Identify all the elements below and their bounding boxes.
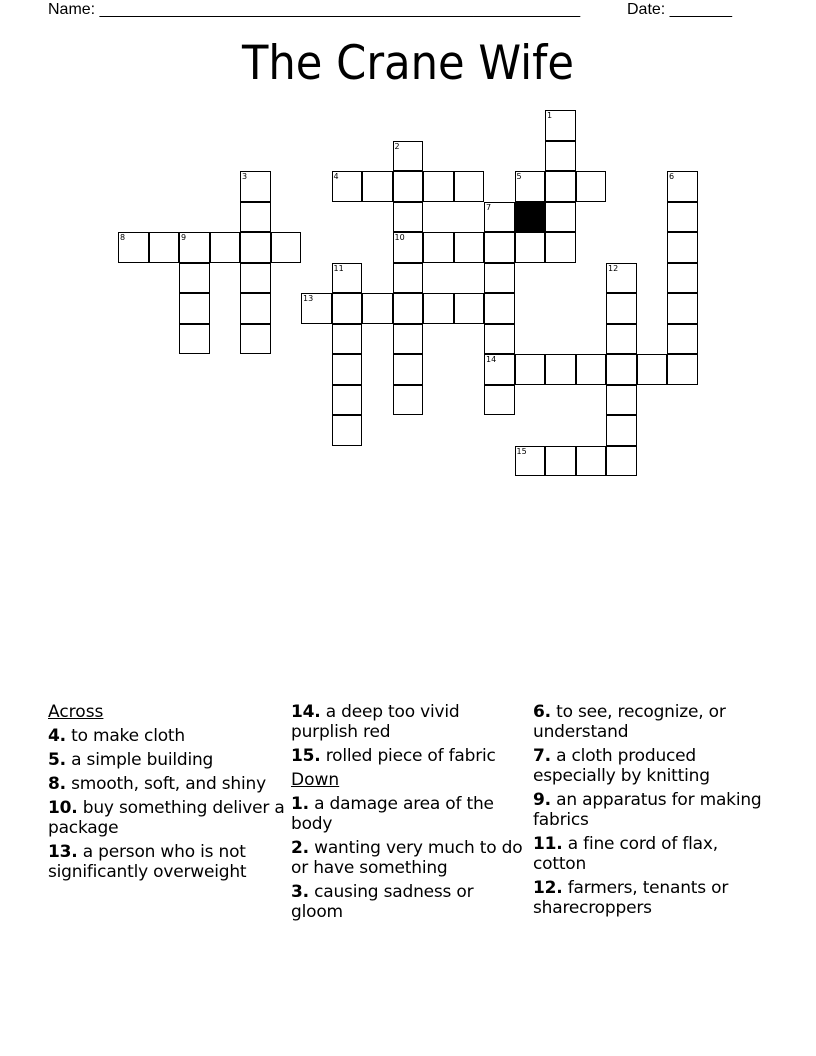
cell-number: 4 — [333, 172, 339, 181]
date-line: _______ — [669, 1, 732, 18]
grid-cell[interactable] — [149, 232, 180, 263]
cell-number: 8 — [120, 233, 126, 242]
clues-column-1 — [48, 702, 286, 886]
grid-cell[interactable] — [423, 171, 454, 202]
grid-cell[interactable] — [606, 293, 637, 324]
cell-number: 2 — [394, 141, 400, 151]
grid-cell[interactable] — [332, 385, 363, 416]
clue-across-14: 14. a deep too vivid purplish red — [291, 702, 460, 742]
date-label: Date: — [627, 1, 666, 18]
name-field[interactable] — [48, 0, 580, 20]
grid-cell[interactable] — [393, 202, 424, 233]
grid-cell[interactable] — [240, 202, 271, 233]
grid-cell[interactable] — [667, 232, 698, 263]
grid-cell[interactable] — [576, 171, 607, 202]
grid-cell[interactable] — [667, 293, 698, 324]
date-field[interactable] — [627, 0, 732, 20]
grid-cell[interactable] — [667, 324, 698, 355]
grid-cell[interactable] — [393, 324, 424, 355]
clue-across-5: 5. a simple building — [48, 750, 214, 770]
grid-cell[interactable] — [545, 110, 576, 141]
grid-cell[interactable] — [393, 171, 424, 202]
grid-cell[interactable] — [393, 263, 424, 294]
down-heading: Down — [291, 770, 340, 790]
cell-number: 13 — [303, 294, 314, 303]
grid-cell[interactable] — [240, 171, 271, 202]
grid-cell[interactable] — [332, 293, 363, 324]
grid-cell[interactable] — [240, 324, 271, 355]
grid-cell[interactable] — [545, 232, 576, 263]
clue-down-11: 11. a fine cord of flax, cotton — [533, 834, 718, 874]
cell-number: 11 — [333, 263, 344, 273]
grid-cell[interactable] — [393, 354, 424, 385]
grid-cell[interactable] — [667, 202, 698, 233]
clue-across-13: 13. a person who is not significantly overweight — [48, 842, 247, 882]
grid-cell[interactable] — [332, 415, 363, 446]
grid-cell[interactable] — [484, 293, 515, 324]
clue-across-15: 15. rolled piece of fabric — [291, 746, 496, 766]
clue-across-10: 10. buy something deliver a package — [48, 798, 285, 838]
name-label: Name: — [48, 1, 96, 18]
grid-cell[interactable] — [332, 324, 363, 355]
cell-number: 5 — [516, 172, 522, 181]
grid-cell[interactable] — [545, 202, 576, 233]
clue-across-8: 8. smooth, soft, and shiny — [48, 774, 266, 794]
grid-cell[interactable] — [484, 385, 515, 416]
cell-number: 6 — [669, 172, 675, 181]
clue-down-9: 9. an apparatus for making fabrics — [533, 790, 762, 830]
grid-cell[interactable] — [332, 263, 363, 294]
grid-cell[interactable] — [515, 232, 546, 263]
grid-cell[interactable] — [484, 232, 515, 263]
name-line: ______________________________________________________ — [99, 1, 581, 18]
grid-cell[interactable] — [423, 293, 454, 324]
grid-cell[interactable] — [484, 202, 515, 233]
grid-cell[interactable] — [393, 293, 424, 324]
clue-down-3: 3. causing sadness or gloom — [291, 882, 474, 922]
cell-number: 12 — [608, 263, 619, 273]
grid-cell[interactable] — [667, 354, 698, 385]
grid-cell[interactable] — [393, 385, 424, 416]
grid-cell[interactable] — [606, 324, 637, 355]
cell-number: 1 — [547, 111, 553, 120]
grid-cell[interactable] — [515, 354, 546, 385]
grid-cell[interactable] — [606, 446, 637, 477]
grid-cell[interactable] — [240, 263, 271, 294]
grid-cell[interactable] — [637, 354, 668, 385]
grid-cell[interactable] — [332, 171, 363, 202]
grid-cell[interactable] — [423, 232, 454, 263]
grid-cell[interactable] — [240, 293, 271, 324]
clues-column-3 — [533, 702, 771, 922]
grid-cell[interactable] — [606, 263, 637, 294]
grid-cell[interactable] — [240, 232, 271, 263]
grid-cell[interactable] — [545, 141, 576, 172]
grid-cell[interactable] — [179, 232, 210, 263]
grid-cell[interactable] — [576, 446, 607, 477]
black-cell — [515, 202, 546, 233]
grid-cell[interactable] — [362, 293, 393, 324]
cell-number: 7 — [486, 202, 492, 212]
grid-cell[interactable] — [545, 354, 576, 385]
grid-cell[interactable] — [484, 263, 515, 294]
clue-down-2: 2. wanting very much to do or have something — [291, 838, 523, 878]
grid-cell[interactable] — [606, 354, 637, 385]
grid-cell[interactable] — [545, 446, 576, 477]
clue-down-7: 7. a cloth produced especially by knitting — [533, 746, 710, 786]
grid-cell[interactable] — [515, 446, 546, 477]
clue-down-12: 12. farmers, tenants or sharecroppers — [533, 878, 729, 918]
grid-cell[interactable] — [484, 354, 515, 385]
grid-cell[interactable] — [301, 293, 332, 324]
grid-cell[interactable] — [393, 232, 424, 263]
cell-number: 3 — [242, 172, 248, 181]
grid-cell[interactable] — [606, 415, 637, 446]
grid-cell[interactable] — [454, 293, 485, 324]
grid-cell[interactable] — [606, 385, 637, 416]
grid-cell[interactable] — [454, 232, 485, 263]
page-title: The Crane Wife — [241, 36, 575, 91]
grid-cell[interactable] — [179, 324, 210, 355]
grid-cell[interactable] — [179, 293, 210, 324]
grid-cell[interactable] — [454, 171, 485, 202]
grid-cell[interactable] — [271, 232, 302, 263]
grid-cell[interactable] — [393, 141, 424, 172]
grid-cell[interactable] — [362, 171, 393, 202]
clues-column-2 — [291, 702, 529, 926]
cell-number: 9 — [181, 233, 187, 242]
cell-number: 10 — [394, 233, 405, 242]
grid-cell[interactable] — [667, 171, 698, 202]
clue-down-1: 1. a damage area of the body — [291, 794, 494, 834]
grid-cell[interactable] — [667, 263, 698, 294]
clue-across-4: 4. to make cloth — [48, 726, 185, 746]
grid-cell[interactable] — [210, 232, 241, 263]
grid-cell[interactable] — [576, 354, 607, 385]
clue-down-6: 6. to see, recognize, or understand — [533, 702, 726, 742]
cell-number: 15 — [516, 446, 527, 456]
grid-cell[interactable] — [545, 171, 576, 202]
grid-cell[interactable] — [179, 263, 210, 294]
grid-cell[interactable] — [515, 171, 546, 202]
across-heading: Across — [48, 702, 104, 722]
grid-cell[interactable] — [332, 354, 363, 385]
grid-cell[interactable] — [484, 324, 515, 355]
cell-number: 14 — [486, 355, 497, 364]
grid-cell[interactable] — [118, 232, 149, 263]
